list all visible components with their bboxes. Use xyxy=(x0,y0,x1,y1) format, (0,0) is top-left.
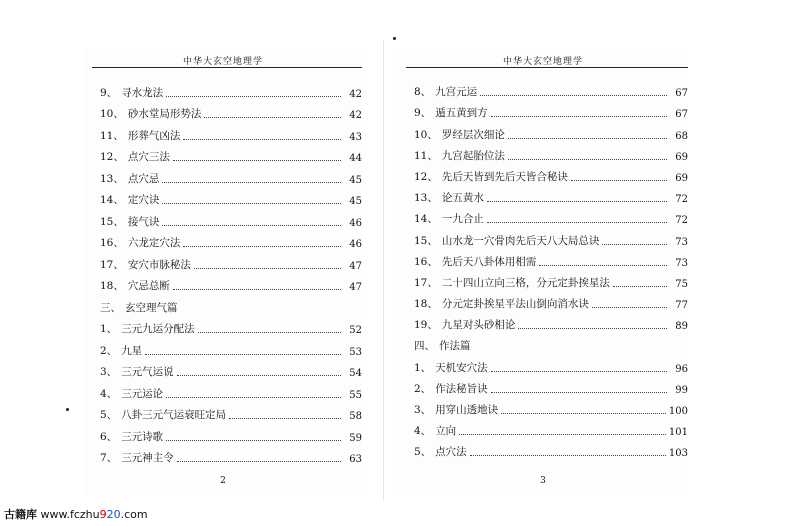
entry-title: 三元神主令 xyxy=(121,452,174,464)
entry-number: 18、 xyxy=(100,280,124,292)
entry-number: 9、 xyxy=(414,107,432,120)
toc-entry xyxy=(100,315,362,337)
entry-number: 四、 xyxy=(414,340,435,353)
toc-list xyxy=(414,78,688,459)
page-number: 3 xyxy=(540,476,546,486)
toc-entry xyxy=(414,78,688,99)
entry-page-number: 47 xyxy=(349,282,362,293)
entry-page-number: 73 xyxy=(675,257,688,269)
entry-title: 三元气运说 xyxy=(121,366,174,378)
dot-leader xyxy=(166,439,341,441)
dot-leader xyxy=(491,115,667,117)
entry-page-number: 45 xyxy=(349,196,362,207)
entry-page-number: 52 xyxy=(349,325,362,336)
entry-title: 二十四山立向三格，分元定卦挨星法 xyxy=(441,276,610,289)
entry-title: 作法篇 xyxy=(439,340,471,353)
dot-leader xyxy=(518,327,667,329)
entry-title: 九星 xyxy=(121,344,143,357)
dot-leader xyxy=(177,374,341,376)
dot-leader xyxy=(491,391,667,393)
toc-entry xyxy=(100,379,362,401)
toc-entry xyxy=(414,311,688,332)
entry-title: 罗经层次细论 xyxy=(441,128,505,141)
watermark-url-blue: 20 xyxy=(106,508,121,521)
entry-page-number: 75 xyxy=(675,278,688,290)
entry-title: 先后天皆到先后天皆合秘诀 xyxy=(441,170,568,183)
left-page xyxy=(84,48,362,496)
toc-entry xyxy=(100,229,362,251)
dot-leader xyxy=(487,221,667,223)
watermark xyxy=(4,506,148,522)
dot-leader xyxy=(183,245,341,247)
entry-title: 定穴诀 xyxy=(127,194,160,206)
entry-number: 17、 xyxy=(414,276,438,289)
dot-leader xyxy=(162,181,341,183)
toc-entry xyxy=(414,438,688,459)
dot-leader xyxy=(173,159,341,161)
toc-entry xyxy=(100,100,362,122)
dot-leader xyxy=(173,288,341,290)
entry-number: 5、 xyxy=(100,409,118,421)
entry-number: 13、 xyxy=(414,192,438,205)
entry-number: 18、 xyxy=(414,298,438,311)
toc-entry xyxy=(414,396,688,417)
entry-page-number: 89 xyxy=(675,321,688,333)
toc-entry xyxy=(100,250,362,272)
toc-entry xyxy=(414,163,688,184)
entry-title: 三元运论 xyxy=(121,387,164,400)
header-rule xyxy=(406,67,688,68)
entry-number: 14、 xyxy=(100,194,124,206)
header-rule xyxy=(92,67,362,68)
entry-page-number: 59 xyxy=(349,432,362,444)
dot-leader xyxy=(487,200,667,202)
entry-number: 4、 xyxy=(414,425,432,438)
dot-leader xyxy=(508,158,667,160)
entry-title: 先后天八卦体用相需 xyxy=(441,255,537,268)
entry-title: 砂水堂局形势法 xyxy=(127,108,202,120)
entry-number: 13、 xyxy=(100,172,124,185)
entry-page-number: 67 xyxy=(675,88,688,100)
entry-number: 8、 xyxy=(414,86,432,99)
entry-number: 15、 xyxy=(414,234,438,247)
entry-title: 三元九运分配法 xyxy=(121,323,195,335)
toc-section-heading xyxy=(100,293,362,315)
toc-entry xyxy=(414,120,688,141)
entry-page-number: 69 xyxy=(675,151,688,163)
toc-entry xyxy=(414,142,688,163)
entry-title: 安穴市脉秘法 xyxy=(127,258,191,271)
dot-leader xyxy=(571,179,667,181)
entry-title: 分元定卦挨星平法山倒向消水诀 xyxy=(441,298,589,311)
dot-leader xyxy=(491,370,667,372)
entry-title: 点穴法 xyxy=(435,446,467,459)
entry-number: 12、 xyxy=(414,170,438,183)
entry-number: 5、 xyxy=(414,446,432,459)
entry-page-number: 99 xyxy=(675,384,688,396)
entry-page-number: 96 xyxy=(675,363,688,375)
toc-entry xyxy=(100,422,362,444)
entry-number: 10、 xyxy=(414,128,438,141)
entry-page-number: 67 xyxy=(675,109,688,121)
toc-entry xyxy=(100,358,362,380)
toc-entry xyxy=(414,99,688,120)
toc-entry xyxy=(414,226,688,247)
toc-entry xyxy=(100,78,362,100)
dot-leader xyxy=(162,202,341,204)
dot-leader xyxy=(613,285,667,287)
dot-leader xyxy=(470,454,666,456)
toc-list xyxy=(100,78,362,465)
watermark-url-red: 9 xyxy=(99,508,107,521)
dot-leader xyxy=(194,267,341,269)
dot-leader xyxy=(508,137,667,139)
toc-entry xyxy=(414,184,688,205)
entry-number: 10、 xyxy=(100,108,124,120)
entry-page-number: 46 xyxy=(349,217,362,229)
entry-title: 立向 xyxy=(435,425,457,438)
dot-leader xyxy=(229,417,341,419)
entry-page-number: 100 xyxy=(668,406,688,417)
toc-entry xyxy=(414,269,688,290)
entry-page-number: 72 xyxy=(675,194,688,206)
dot-leader xyxy=(145,353,341,355)
entry-number: 3、 xyxy=(414,404,432,416)
entry-page-number: 46 xyxy=(349,239,362,250)
toc-entry xyxy=(414,248,688,269)
entry-number: 2、 xyxy=(414,382,432,395)
toc-entry xyxy=(414,417,688,438)
dot-leader xyxy=(204,116,341,118)
toc-entry xyxy=(100,186,362,208)
entry-page-number: 42 xyxy=(349,110,362,121)
entry-title: 六龙定穴法 xyxy=(127,237,181,249)
toc-entry xyxy=(414,375,688,396)
dot-leader xyxy=(539,264,667,266)
entry-number: 9、 xyxy=(100,86,118,99)
entry-title: 一九合止 xyxy=(441,213,484,226)
dot-leader xyxy=(480,94,667,96)
entry-title: 作法秘旨诀 xyxy=(435,382,488,395)
entry-page-number: 53 xyxy=(349,346,362,358)
entry-title: 论五黄水 xyxy=(441,192,484,205)
entry-title: 九宫元运 xyxy=(435,86,478,99)
toc-entry xyxy=(100,164,362,186)
entry-number: 2、 xyxy=(100,344,118,357)
watermark-brand: 古籍库 xyxy=(4,508,37,521)
entry-title: 八卦三元气运衰旺定局 xyxy=(121,409,227,421)
entry-title: 用穿山透地诀 xyxy=(435,404,499,416)
entry-title: 点穴忌 xyxy=(127,172,160,185)
entry-title: 穴忌总断 xyxy=(127,280,170,292)
entry-title: 山水龙一穴骨肉先后天八大局总诀 xyxy=(441,234,600,247)
entry-title: 九星对头砂相论 xyxy=(441,319,516,332)
entry-page-number: 103 xyxy=(668,448,688,460)
entry-page-number: 68 xyxy=(675,130,688,142)
entry-page-number: 47 xyxy=(349,260,362,272)
dot-leader xyxy=(198,331,341,333)
toc-entry xyxy=(100,272,362,294)
toc-entry xyxy=(100,207,362,229)
entry-page-number: 58 xyxy=(349,411,362,422)
entry-number: 12、 xyxy=(100,151,124,163)
toc-entry xyxy=(414,205,688,226)
dot-leader xyxy=(459,433,666,435)
entry-title: 点穴三法 xyxy=(127,151,170,163)
toc-entry xyxy=(100,121,362,143)
entry-page-number: 54 xyxy=(349,368,362,379)
entry-page-number: 69 xyxy=(675,172,688,184)
entry-number: 15、 xyxy=(100,215,124,228)
entry-page-number: 43 xyxy=(349,131,362,143)
entry-page-number: 72 xyxy=(675,215,688,227)
entry-number: 1、 xyxy=(414,361,432,374)
entry-number: 6、 xyxy=(100,430,118,443)
entry-title: 接气诀 xyxy=(127,215,160,228)
entry-page-number: 42 xyxy=(349,88,362,100)
page-header: 中华大玄空地理学 xyxy=(502,57,583,67)
entry-page-number: 101 xyxy=(668,427,688,439)
scan-speck xyxy=(66,408,69,411)
book-fold xyxy=(383,40,390,500)
watermark-url-prefix: www.fczhu xyxy=(40,508,100,521)
toc-entry xyxy=(414,290,688,311)
entry-title: 玄空理气篇 xyxy=(125,301,178,314)
entry-number: 4、 xyxy=(100,387,118,400)
dot-leader xyxy=(602,243,667,245)
watermark-url-suffix: .com xyxy=(120,508,148,521)
entry-title: 遁五黄到方 xyxy=(435,107,488,120)
entry-title: 三元诗歌 xyxy=(121,430,164,443)
entry-title: 形葬气凶法 xyxy=(127,129,181,142)
dot-leader xyxy=(592,306,667,308)
dot-leader xyxy=(183,138,341,140)
entry-number: 16、 xyxy=(414,255,438,268)
entry-number: 19、 xyxy=(414,319,438,332)
entry-page-number: 55 xyxy=(349,389,362,401)
dot-leader xyxy=(162,224,341,226)
scan-speck xyxy=(393,37,396,40)
dot-leader xyxy=(166,95,341,97)
entry-number: 7、 xyxy=(100,452,118,464)
page-header: 中华大玄空地理学 xyxy=(182,57,263,67)
entry-number: 11、 xyxy=(100,129,124,142)
page-number: 2 xyxy=(220,476,226,486)
entry-page-number: 45 xyxy=(349,174,362,186)
entry-number: 1、 xyxy=(100,323,118,335)
toc-section-heading xyxy=(414,332,688,353)
entry-number: 11、 xyxy=(414,149,438,162)
entry-number: 16、 xyxy=(100,237,124,249)
dot-leader xyxy=(177,460,341,462)
entry-number: 3、 xyxy=(100,366,118,378)
dot-leader xyxy=(166,396,341,398)
entry-title: 九宫起胎位法 xyxy=(441,149,505,162)
entry-title: 寻水龙法 xyxy=(121,86,164,99)
toc-entry xyxy=(100,401,362,423)
entry-number: 14、 xyxy=(414,213,438,226)
entry-page-number: 44 xyxy=(349,153,362,164)
toc-entry xyxy=(100,143,362,165)
entry-number: 三、 xyxy=(100,301,121,314)
entry-page-number: 73 xyxy=(675,236,688,248)
right-page xyxy=(398,48,688,496)
entry-page-number: 77 xyxy=(675,300,688,312)
toc-entry xyxy=(414,353,688,374)
dot-leader xyxy=(501,412,666,414)
toc-entry xyxy=(100,336,362,358)
entry-number: 17、 xyxy=(100,258,124,271)
toc-entry xyxy=(100,444,362,466)
entry-title: 天机安穴法 xyxy=(435,361,488,374)
entry-page-number: 63 xyxy=(349,454,362,465)
